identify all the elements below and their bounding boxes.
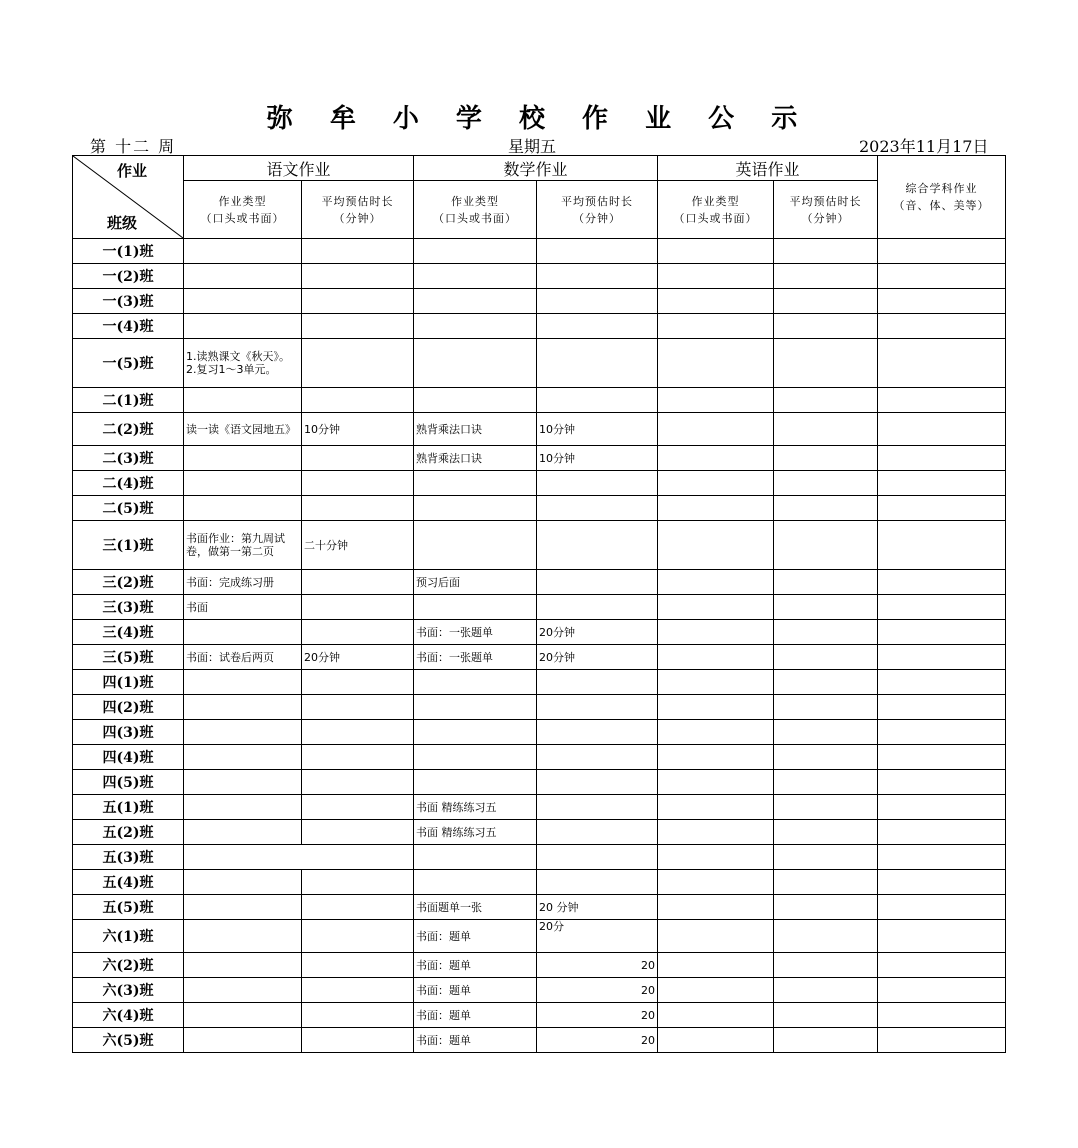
math-type-cell <box>414 264 537 289</box>
math-type-cell <box>414 670 537 695</box>
chinese-time-cell <box>302 978 414 1003</box>
math-time-cell: 20 <box>537 1028 658 1053</box>
english-type-cell <box>658 521 774 570</box>
english-type-cell <box>658 720 774 745</box>
english-time-cell <box>774 339 878 388</box>
chinese-type-cell: 书面：完成练习册 <box>184 570 302 595</box>
chinese-type-cell: 书面作业：第九周试卷，做第一第二页 <box>184 521 302 570</box>
class-name: 六(4)班 <box>73 1003 184 1028</box>
chinese-type-cell <box>184 953 302 978</box>
table-row <box>73 595 1006 620</box>
chinese-time-cell <box>302 595 414 620</box>
english-type-cell <box>658 339 774 388</box>
class-name: 六(3)班 <box>73 978 184 1003</box>
english-time-cell <box>774 795 878 820</box>
english-type-cell <box>658 645 774 670</box>
homework-table <box>72 155 1006 1053</box>
chinese-header: 语文作业 <box>184 156 414 181</box>
table-row <box>73 920 1006 953</box>
english-type-cell <box>658 845 774 870</box>
english-type-cell <box>658 795 774 820</box>
english-type-cell <box>658 239 774 264</box>
english-type-cell <box>658 870 774 895</box>
class-name: 一(5)班 <box>73 339 184 388</box>
chinese-type-cell <box>184 239 302 264</box>
english-type-cell <box>658 388 774 413</box>
english-type-cell <box>658 895 774 920</box>
chinese-type-cell: 读一读《语文园地五》 <box>184 413 302 446</box>
math-time-cell <box>537 845 658 870</box>
english-type-cell <box>658 496 774 521</box>
math-time-cell: 10分钟 <box>537 446 658 471</box>
chinese-time-cell <box>302 870 414 895</box>
chinese-time-cell <box>302 1028 414 1053</box>
corner-homework-label: 作业 <box>116 162 147 180</box>
comprehensive-cell <box>878 413 1006 446</box>
english-type-cell <box>658 620 774 645</box>
chinese-type-cell <box>184 471 302 496</box>
class-name: 三(1)班 <box>73 521 184 570</box>
table-row <box>73 446 1006 471</box>
english-type-cell <box>658 413 774 446</box>
math-time-cell <box>537 870 658 895</box>
math-type-cell <box>414 314 537 339</box>
comprehensive-cell <box>878 314 1006 339</box>
math-type-cell <box>414 695 537 720</box>
math-time-cell: 20分钟 <box>537 645 658 670</box>
english-type-cell <box>658 264 774 289</box>
comprehensive-cell <box>878 820 1006 845</box>
chinese-time-cell <box>302 770 414 795</box>
table-row <box>73 795 1006 820</box>
table-row <box>73 978 1006 1003</box>
english-type-cell <box>658 978 774 1003</box>
english-time-cell <box>774 620 878 645</box>
english-time-cell <box>774 239 878 264</box>
chinese-time-cell <box>302 339 414 388</box>
class-name: 三(4)班 <box>73 620 184 645</box>
chinese-time-cell <box>302 820 414 845</box>
table-row <box>73 471 1006 496</box>
english-time-cell <box>774 289 878 314</box>
english-header: 英语作业 <box>658 156 878 181</box>
math-type-cell: 熟背乘法口诀 <box>414 413 537 446</box>
chinese-type-cell <box>184 388 302 413</box>
comprehensive-header: 综合学科作业 （音、体、美等） <box>878 156 1006 239</box>
math-time-cell <box>537 570 658 595</box>
class-name: 二(5)班 <box>73 496 184 521</box>
math-time-cell <box>537 496 658 521</box>
chinese-type-cell <box>184 264 302 289</box>
chinese-type-cell <box>184 820 302 845</box>
math-time-cell <box>537 264 658 289</box>
english-time-cell <box>774 978 878 1003</box>
chinese-time-cell: 10分钟 <box>302 413 414 446</box>
math-time-cell <box>537 820 658 845</box>
table-row <box>73 645 1006 670</box>
english-time-cell <box>774 953 878 978</box>
math-time-cell <box>537 695 658 720</box>
english-type-cell <box>658 953 774 978</box>
comprehensive-cell <box>878 953 1006 978</box>
class-name: 六(1)班 <box>73 920 184 953</box>
chinese-type-cell <box>184 978 302 1003</box>
table-row <box>73 820 1006 845</box>
english-time-cell <box>774 820 878 845</box>
comprehensive-cell <box>878 978 1006 1003</box>
english-time-cell <box>774 595 878 620</box>
comprehensive-cell <box>878 920 1006 953</box>
english-type-cell <box>658 770 774 795</box>
english-type-cell <box>658 745 774 770</box>
comprehensive-cell <box>878 289 1006 314</box>
chinese-time-cell <box>302 953 414 978</box>
math-type-cell <box>414 388 537 413</box>
math-type-cell <box>414 471 537 496</box>
chinese-time-cell: 二十分钟 <box>302 521 414 570</box>
math-type-cell <box>414 521 537 570</box>
math-header: 数学作业 <box>414 156 658 181</box>
math-type-header: 作业类型 （口头或书面） <box>414 181 537 239</box>
table-row <box>73 670 1006 695</box>
table-row <box>73 845 1006 870</box>
chinese-time-cell <box>302 471 414 496</box>
comprehensive-cell <box>878 471 1006 496</box>
english-type-cell <box>658 820 774 845</box>
class-name: 六(2)班 <box>73 953 184 978</box>
math-type-cell: 书面 精练练习五 <box>414 795 537 820</box>
comprehensive-cell <box>878 595 1006 620</box>
table-row <box>73 521 1006 570</box>
chinese-time-cell <box>302 620 414 645</box>
table-row <box>73 720 1006 745</box>
chinese-type-header: 作业类型 （口头或书面） <box>184 181 302 239</box>
math-time-cell <box>537 521 658 570</box>
math-time-cell <box>537 289 658 314</box>
comprehensive-cell <box>878 845 1006 870</box>
table-row <box>73 289 1006 314</box>
class-name: 五(4)班 <box>73 870 184 895</box>
math-type-cell: 书面：题单 <box>414 978 537 1003</box>
class-name: 二(2)班 <box>73 413 184 446</box>
chinese-time-cell <box>302 670 414 695</box>
chinese-time-cell <box>302 720 414 745</box>
comprehensive-cell <box>878 264 1006 289</box>
table-row <box>73 496 1006 521</box>
chinese-type-cell <box>184 670 302 695</box>
english-type-cell <box>658 471 774 496</box>
chinese-type-cell <box>184 496 302 521</box>
math-type-cell <box>414 720 537 745</box>
comprehensive-cell <box>878 570 1006 595</box>
class-name: 五(1)班 <box>73 795 184 820</box>
comprehensive-cell <box>878 745 1006 770</box>
class-name: 一(4)班 <box>73 314 184 339</box>
english-time-cell <box>774 745 878 770</box>
math-time-cell <box>537 595 658 620</box>
comprehensive-cell <box>878 670 1006 695</box>
math-time-cell <box>537 339 658 388</box>
english-type-cell <box>658 446 774 471</box>
english-time-cell <box>774 1028 878 1053</box>
class-name: 一(2)班 <box>73 264 184 289</box>
english-time-cell <box>774 388 878 413</box>
math-time-cell: 20分 <box>537 920 658 953</box>
comprehensive-cell <box>878 388 1006 413</box>
chinese-type-cell <box>184 695 302 720</box>
math-type-cell: 预习后面 <box>414 570 537 595</box>
comprehensive-cell <box>878 339 1006 388</box>
chinese-type-cell <box>184 1003 302 1028</box>
chinese-type-cell <box>184 289 302 314</box>
english-time-cell <box>774 496 878 521</box>
chinese-type-cell <box>184 314 302 339</box>
class-name: 一(3)班 <box>73 289 184 314</box>
english-time-cell <box>774 264 878 289</box>
comprehensive-cell <box>878 795 1006 820</box>
math-type-cell <box>414 339 537 388</box>
table-row <box>73 1028 1006 1053</box>
math-type-cell: 书面：题单 <box>414 953 537 978</box>
chinese-type-cell <box>184 895 302 920</box>
english-type-cell <box>658 570 774 595</box>
comprehensive-cell <box>878 770 1006 795</box>
table-row <box>73 570 1006 595</box>
math-type-cell: 书面：题单 <box>414 920 537 953</box>
math-time-cell <box>537 795 658 820</box>
math-type-cell <box>414 845 537 870</box>
table-row <box>73 953 1006 978</box>
class-name: 三(2)班 <box>73 570 184 595</box>
math-type-cell <box>414 239 537 264</box>
math-time-cell <box>537 239 658 264</box>
comprehensive-cell <box>878 1028 1006 1053</box>
chinese-time-cell <box>302 795 414 820</box>
english-time-cell <box>774 446 878 471</box>
chinese-type-cell <box>184 620 302 645</box>
class-name: 五(3)班 <box>73 845 184 870</box>
table-row <box>73 695 1006 720</box>
comprehensive-cell <box>878 1003 1006 1028</box>
english-type-cell <box>658 920 774 953</box>
page-title: 弥 牟 小 学 校 作 业 公 示 <box>266 104 812 134</box>
english-time-cell <box>774 695 878 720</box>
chinese-type-cell: 书面：试卷后两页 <box>184 645 302 670</box>
weekday-label: 星期五 <box>508 137 557 156</box>
english-time-cell <box>774 570 878 595</box>
corner-class-label: 班级 <box>107 214 138 232</box>
table-row <box>73 314 1006 339</box>
chinese-type-cell <box>184 870 302 895</box>
date-label: 2023年11月17日 <box>859 137 989 156</box>
chinese-type-cell: 书面 <box>184 595 302 620</box>
comprehensive-cell <box>878 895 1006 920</box>
math-type-cell <box>414 496 537 521</box>
math-time-cell: 10分钟 <box>537 413 658 446</box>
class-name: 四(1)班 <box>73 670 184 695</box>
class-name: 四(2)班 <box>73 695 184 720</box>
chinese-time-header: 平均预估时长 （分钟） <box>302 181 414 239</box>
chinese-time-cell <box>302 264 414 289</box>
comprehensive-cell <box>878 239 1006 264</box>
chinese-type-cell <box>184 920 302 953</box>
chinese-time-cell <box>302 695 414 720</box>
class-name: 二(1)班 <box>73 388 184 413</box>
chinese-type-cell <box>184 745 302 770</box>
math-time-cell <box>537 770 658 795</box>
english-type-cell <box>658 695 774 720</box>
english-time-cell <box>774 471 878 496</box>
week-label: 第 十二 周 <box>90 137 177 156</box>
class-name: 四(4)班 <box>73 745 184 770</box>
chinese-type-cell <box>184 795 302 820</box>
chinese-type-cell: 1.读熟课文《秋天》。2.复习1～3单元。 <box>184 339 302 388</box>
english-time-header: 平均预估时长 （分钟） <box>774 181 878 239</box>
class-name: 五(2)班 <box>73 820 184 845</box>
math-time-cell: 20 <box>537 953 658 978</box>
class-name: 四(5)班 <box>73 770 184 795</box>
class-name: 六(5)班 <box>73 1028 184 1053</box>
math-time-cell <box>537 670 658 695</box>
comprehensive-cell <box>878 496 1006 521</box>
math-time-cell: 20分钟 <box>537 620 658 645</box>
english-time-cell <box>774 1003 878 1028</box>
chinese-time-cell <box>302 388 414 413</box>
english-time-cell <box>774 720 878 745</box>
chinese-time-cell <box>302 570 414 595</box>
math-type-cell <box>414 770 537 795</box>
chinese-type-cell <box>184 1028 302 1053</box>
english-type-cell <box>658 289 774 314</box>
math-time-cell: 20 <box>537 1003 658 1028</box>
english-type-cell <box>658 670 774 695</box>
class-name: 三(5)班 <box>73 645 184 670</box>
comprehensive-cell <box>878 645 1006 670</box>
chinese-time-cell <box>302 496 414 521</box>
chinese-merged-cell <box>184 845 414 870</box>
class-name: 一(1)班 <box>73 239 184 264</box>
table-row <box>73 620 1006 645</box>
table-row <box>73 388 1006 413</box>
english-time-cell <box>774 845 878 870</box>
math-type-cell <box>414 870 537 895</box>
math-type-cell: 书面：题单 <box>414 1003 537 1028</box>
math-time-cell <box>537 314 658 339</box>
table-row <box>73 1003 1006 1028</box>
english-type-header: 作业类型 （口头或书面） <box>658 181 774 239</box>
table-row <box>73 745 1006 770</box>
chinese-time-cell <box>302 1003 414 1028</box>
table-row <box>73 239 1006 264</box>
class-name: 二(4)班 <box>73 471 184 496</box>
math-type-cell: 书面：一张题单 <box>414 620 537 645</box>
english-time-cell <box>774 670 878 695</box>
comprehensive-cell <box>878 446 1006 471</box>
chinese-time-cell <box>302 920 414 953</box>
chinese-time-cell <box>302 745 414 770</box>
chinese-type-cell <box>184 446 302 471</box>
table-row <box>73 339 1006 388</box>
chinese-time-cell <box>302 289 414 314</box>
english-type-cell <box>658 314 774 339</box>
math-type-cell: 熟背乘法口诀 <box>414 446 537 471</box>
class-name: 三(3)班 <box>73 595 184 620</box>
english-type-cell <box>658 595 774 620</box>
header-corner <box>73 156 184 239</box>
comprehensive-cell <box>878 620 1006 645</box>
comprehensive-cell <box>878 870 1006 895</box>
table-row <box>73 895 1006 920</box>
math-time-cell <box>537 388 658 413</box>
chinese-type-cell <box>184 720 302 745</box>
math-type-cell: 书面 精练练习五 <box>414 820 537 845</box>
class-name: 四(3)班 <box>73 720 184 745</box>
table-row <box>73 413 1006 446</box>
english-time-cell <box>774 645 878 670</box>
comprehensive-cell <box>878 695 1006 720</box>
chinese-type-cell <box>184 770 302 795</box>
english-type-cell <box>658 1003 774 1028</box>
math-type-cell: 书面题单一张 <box>414 895 537 920</box>
comprehensive-cell <box>878 521 1006 570</box>
math-time-cell: 20 <box>537 978 658 1003</box>
table-row <box>73 870 1006 895</box>
math-type-cell <box>414 745 537 770</box>
comprehensive-cell <box>878 720 1006 745</box>
english-time-cell <box>774 314 878 339</box>
math-time-cell <box>537 720 658 745</box>
math-type-cell <box>414 595 537 620</box>
english-time-cell <box>774 521 878 570</box>
class-name: 五(5)班 <box>73 895 184 920</box>
math-time-header: 平均预估时长 （分钟） <box>537 181 658 239</box>
math-type-cell <box>414 289 537 314</box>
math-type-cell: 书面：题单 <box>414 1028 537 1053</box>
table-row <box>73 264 1006 289</box>
chinese-time-cell <box>302 239 414 264</box>
english-type-cell <box>658 1028 774 1053</box>
math-type-cell: 书面：一张题单 <box>414 645 537 670</box>
english-time-cell <box>774 770 878 795</box>
math-time-cell <box>537 745 658 770</box>
class-name: 二(3)班 <box>73 446 184 471</box>
chinese-time-cell <box>302 446 414 471</box>
table-row <box>73 770 1006 795</box>
english-time-cell <box>774 920 878 953</box>
math-time-cell <box>537 471 658 496</box>
math-time-cell: 20 分钟 <box>537 895 658 920</box>
chinese-time-cell <box>302 895 414 920</box>
english-time-cell <box>774 895 878 920</box>
english-time-cell <box>774 870 878 895</box>
chinese-time-cell <box>302 314 414 339</box>
english-time-cell <box>774 413 878 446</box>
chinese-time-cell: 20分钟 <box>302 645 414 670</box>
